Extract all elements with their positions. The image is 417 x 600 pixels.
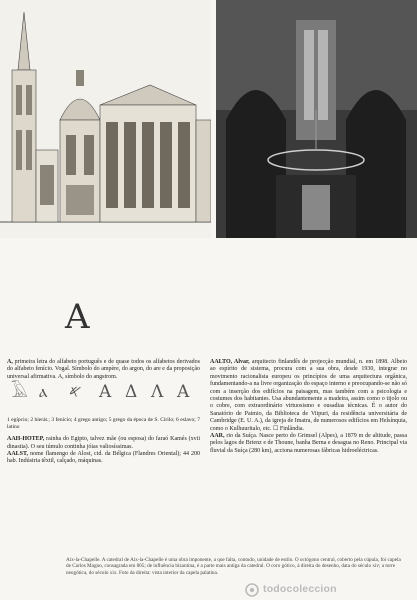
glyph-slavonic: Λ	[151, 382, 164, 403]
glyph-hieratic: ⲁ	[39, 382, 48, 403]
cathedral-elevation-drawing	[0, 0, 211, 238]
entry-aalst-head: AALST,	[7, 451, 29, 458]
glyph-egyptian: 𓄿	[11, 382, 28, 403]
illustration-caption: Aix-la-Chapelle. A catedral de Aix-la-Chapelle é uma obra imponente, a que falta, contudo, unidade de estilo. O octógono central, coberto pela cúpula, foi capela de Carlos Magno, consagrada em 805; de influência bizantina, é a parte mais antiga da catedral. O coro gótico, à direita do desenho, data do século xiv; a torre neogótica, do século xix. Foto da direita: vista interior da capela palatina.	[66, 557, 401, 576]
glyph-latin: A	[177, 382, 190, 403]
glyph-greek-antique: Α	[99, 382, 112, 403]
chapel-interior-photo	[216, 0, 417, 238]
entry-aalto	[210, 359, 407, 433]
entry-aar-head: AAR,	[210, 433, 225, 440]
entry-aalto-text: arquitecto finlandês de projecção mundial, n. em 1898. Albeio ao espírito de sistema, procura com a sua obra, desde 1930, integrar no movimento racionalista europeu os princípios de uma arquitectura orgânica, fundamentando-a na livre organização do espaço interno e preocupando-se não só com a inserção dos edifícios na paisagem, mas também com a psicologia e costumes dos habitantes. Usa abundantemente a madeira, assim como o tijolo ou o cobre, com extraordinário virtuosismo e ousadias técnicas. É o autor do Sanatório de Paimio, da Biblioteca de Viipuri, da residência universitária de Cambridge (E. U. A.), da igreja de Imatra, de numerosos edifícios em Helsínquia, como o Kulhuuritalo, etc. ☐ Finlândia.	[210, 359, 407, 432]
entry-aalst	[7, 451, 200, 466]
entry-aalst-text: nome flamengo de Alost, cid. da Bélgica (Flandres Oriental); 44 200 hab. Indústria têxtil, calçado, máquinas.	[7, 451, 200, 465]
cathedral-drawing-illustration	[0, 0, 211, 238]
chapel-interior-icon	[216, 0, 417, 238]
entry-aalto-head: AALTO, Alvar,	[210, 359, 250, 365]
glyph-phoenician: 𐤀	[69, 382, 82, 403]
entry-aah-text: rainha do Egipto, talvez mãe (ou esposa) do faraó Kamés (xvii dinastia). O seu túmulo continha jóias valiosíssimas.	[7, 436, 200, 450]
entry-aar	[210, 433, 407, 455]
entry-aah-head: AAH-HOTEP,	[7, 436, 45, 443]
entry-a-text: primeira letra do alfabeto português e de quase todos os alfabetos derivados do alfabeto fenício. Vogal. Símbolo do ampère, do argon, do are e da proposição universal afirmativa. A, símbolo do angstrom.	[7, 359, 200, 380]
entry-aah-hotep	[7, 436, 200, 451]
todocoleccion-logo-icon	[245, 583, 259, 597]
glyph-greek-cyril: Δ	[125, 382, 138, 403]
footer-brand: todocoleccion	[263, 583, 337, 595]
right-column	[210, 359, 407, 455]
left-column	[7, 359, 200, 466]
glyph-caption: 1 egípcio; 2 hierát.; 3 fenício; 4 grego antigo; 5 grego da época de S. Cirilo; 6 eslavo; 7 latino	[7, 417, 200, 430]
footer-watermark[interactable]	[245, 583, 410, 597]
entry-a	[7, 359, 200, 381]
section-letter: A	[65, 297, 90, 337]
entry-aar-text: rio da Suíça. Nasce perto do Grimsel (Alpes), a 1879 m de altitude, passa pelos lagos de Brienz e de Thoune, banha Berna e desagua no Reno. Principal via fluvial da Suíça (280 km), acciona numerosas fábricas hidroeléctricas.	[210, 433, 407, 454]
alphabet-glyph-strip	[7, 382, 200, 413]
entry-a-head: A,	[7, 359, 13, 365]
